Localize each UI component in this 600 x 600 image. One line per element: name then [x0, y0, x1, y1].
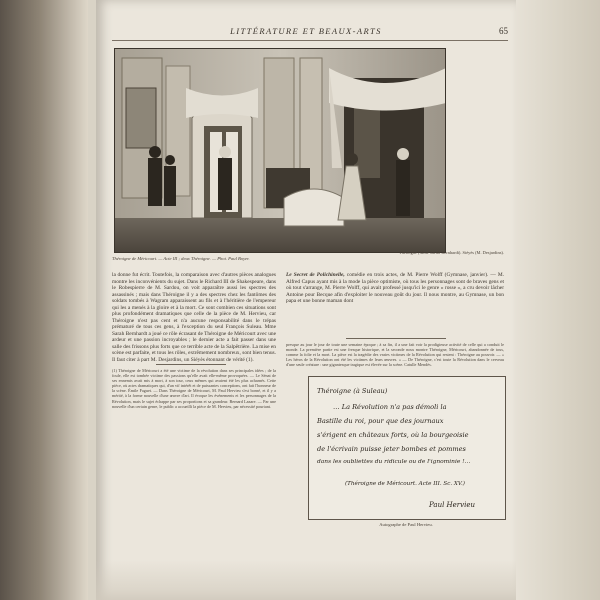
autograph-facsimile: [308, 376, 506, 520]
autograph-line: (Théroigne de Méricourt. Acte III. Sc. XV.): [345, 481, 465, 487]
section-title: Le Secret de Polichinelle,: [286, 272, 345, 278]
note-rule: [156, 364, 226, 365]
left-column-text: la donne fut écrit. Toutefois, la comparaison avec d'autres pièces analogues montre les inconvénients du sujet. Dans le Richard III de Shakespeare, dans le Robespierre de M. Sardou, on voit apparaître aussi les spectres des assassinés ; mais dans Théroigne il y a des spectres chez les fantômes des soldats tombés à Wagram apparaissent au fils et à l'héritière de l'empereur qui les a menés à la gloire et à la mort. Ce sont combien ces situations sont plus profondément dramatiques que celle de la pièce de M. Hervieu, car Théroigne n'est pas cent et n'a aucune responsabilité dans le trépas prématuré de tous ces gens, à l'exception du seul François Suleau. Mme Sarah Bernhardt a joué ce rôle écrasant de Théroigne de Méricourt avec une ardeur et une passion incroyables ; le dernier acte a fait passer dans une salle des frissons plus forts que ce terrible acte de la Salpêtrière. La mise en scène est parfaite, et tous les rôles, extrêmement nombreux, sont bien tenus. Il faut citer à part M. Desjardins, un Siéyès étonnant de vérité (1).: [112, 272, 276, 363]
autograph-line: de l'écrivain puisse jeter bombes et pommes: [317, 445, 466, 453]
page-number: 65: [499, 26, 508, 36]
autograph-line: s'érigent en châteaux forts, où la bourgeoisie: [317, 431, 469, 439]
photo-caption: Théroigne de Méricourt. — Acte III ; deux Théroigne. — Phot. Paul Boyer.: [112, 256, 250, 261]
header-rule: [112, 40, 508, 41]
autograph-signature: Paul Hervieu: [429, 501, 475, 509]
book-page: [96, 0, 516, 600]
autograph-line: Bastille du roi, pour que des journaux: [317, 417, 444, 425]
autograph-line: dans les oubliettes du ridicule ou de l'ignominie !…: [317, 459, 471, 465]
stage-scene-image: [114, 48, 446, 253]
theatre-scene-photograph: [114, 48, 446, 253]
page-edges: [516, 0, 600, 600]
page-bottom-shadow: [96, 560, 516, 600]
book-binding-gutter: [0, 0, 88, 600]
right-column-note: presque au jour le jour de toute une semaine époque ; à sa fin, il a une fait voir la prodigieuse activité de celle qui a conduit le monde. La première partie est une fresque historique, et la seconde nous montre Théroigne, Méricourt, abandonnée de tous, comme la folie et la mort. La pièce est la tragédie des vraies victimes de la Révolution qui restent : Théroigne au pouvoir. — « Les héros de la Révolution ont été les victimes de leurs œuvres. » — De Théroigne, c'est toute la Révolution dans le cerveau d'une seule créature : une gigantesque tragique est élevée sur la scène. Catulle Mendès.: [286, 342, 504, 368]
left-column-note: (1) Théroigne de Méricourt a été une victime de la révolution dans ses principales idées ; de la foule, elle est tombée victime des passions qu'elle avait elle-même provoquées. — Le Sénat de ses ennemis avait mis à mort, à son tour, ceux mêmes qui avaient été les plus acharnés. Cette pièce, où actes dramatiques qui, d'un vif intérêt et de puissantes conceptions, ont fait l'honneur de la scène. Émile Faguet. — Dans Théroigne de Méricourt, M. Paul Hervieu s'est borné, et il y a mérité, à la forme nouvelle d'une œuvre d'art. Il évoque les événements et les personnages de la Révolution, mais le sujet échappe par ses proportions et sa grandeur. Bernard Lazare. — Par une nouvelle d'un certain genre, le public a accueilli la pièce de M. Hervieu, par nécessité pourtant.: [112, 368, 276, 409]
running-header: LITTÉRATURE ET BEAUX-ARTS: [230, 26, 382, 36]
autograph-caption: Autographe de Paul Hervieu.: [379, 522, 433, 527]
note-rule-right: [346, 338, 446, 339]
right-column-text: [286, 272, 504, 305]
autograph-line: … La Révolution n'a pas démoli la: [333, 403, 447, 411]
photo-credit: Théroigne (Mme Sarah-Bernhardt). Siéyès (M. Desjardins).: [398, 250, 504, 255]
section-body: comédie en trois actes, de M. Pierre Wolff (Gymnase, janvier). — M. Alfred Capus ayant mis à la mode la pièce optimiste, où tous les personnages sont de braves gens et où tout s'arrange, M. Pierre Wolff, qui avait professé jusqu'ici le genre « rosse », a cru devoir lâcher Antoine pour Becque afin d'exploiter le nouveau goût du jour. Il nous montre, au Gymnase, un bon papa et une bonne maman dont: [286, 272, 504, 304]
autograph-line: Théroigne (à Suleau): [317, 387, 388, 395]
